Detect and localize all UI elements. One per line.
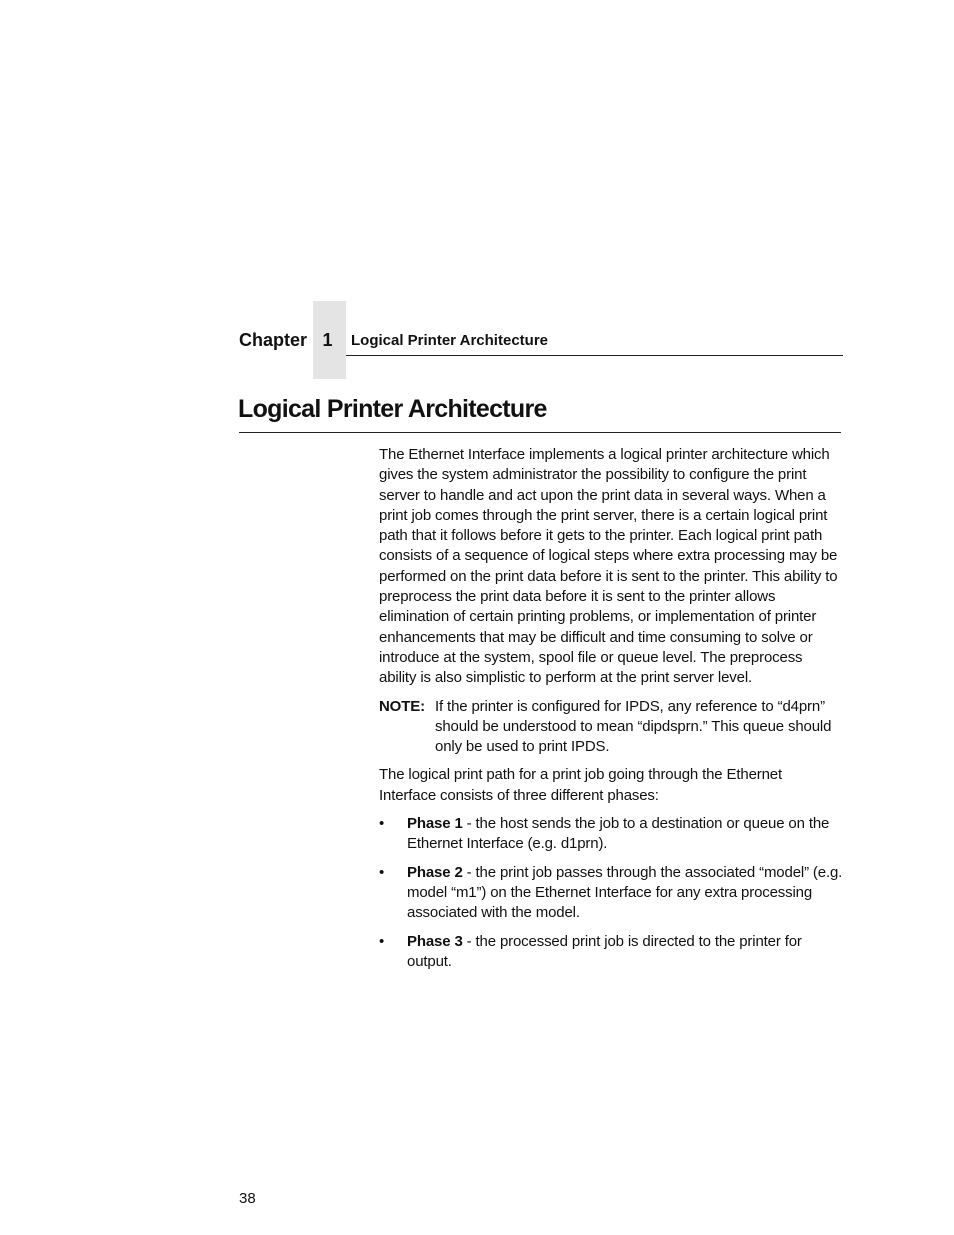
list-item-text — [407, 863, 843, 924]
list-item-text — [407, 814, 843, 855]
title-rule — [239, 432, 841, 433]
phases-intro-paragraph: The logical print path for a print job going through the Ethernet Interface consists of three different phases: — [379, 766, 783, 804]
phases-list — [379, 814, 843, 972]
note-block — [379, 697, 843, 758]
list-item-phase-3 — [379, 932, 843, 973]
note-text: If the printer is configured for IPDS, any reference to “d4prn” should be understood to mean “dipdsprn.” This queue should only be used to print IPDS. — [435, 697, 832, 756]
phase-label: Phase 3 — [407, 932, 463, 950]
bullet-icon: • — [379, 863, 385, 881]
intro-paragraph: The Ethernet Interface implements a logical printer architecture which gives the system administrator the possibility to configure the print server to handle and act upon the print data in several ways. When a print job comes through the print server, there is a certain logical print path that it follows before it gets to the printer. Each logical print path consists of a sequence of logical steps where extra processing may be performed on the print data before it is sent to the printer. This ability to preprocess the print data before it is sent to the printer allows elimination of certain printing problems, or implementation of printer enhancements that may be difficult and time consuming to solve or introduce at the system, spool file or queue level. The preprocess ability is also simplistic to perform at the print server level. — [379, 446, 838, 687]
phase-description: - the host sends the job to a destination or queue on the Ethernet Interface (e.g. d1prn). — [407, 815, 830, 853]
body-content — [379, 445, 843, 980]
list-item-phase-1 — [379, 814, 843, 855]
running-header-title: Logical Printer Architecture — [351, 332, 548, 349]
chapter-label: Chapter — [239, 330, 308, 350]
phase-description: - the print job passes through the associated “model” (e.g. model “m1”) on the Ethernet Interface for any extra processing associated with the model. — [407, 863, 843, 922]
page-title: Logical Printer Architecture — [238, 395, 547, 423]
bullet-icon: • — [379, 815, 385, 833]
phase-label: Phase 2 — [407, 863, 463, 881]
list-item-phase-2 — [379, 863, 843, 924]
header-rule — [346, 355, 843, 356]
page-number: 38 — [239, 1190, 256, 1207]
chapter-number: 1 — [322, 330, 333, 350]
list-item-text — [407, 932, 843, 973]
bullet-icon: • — [379, 932, 385, 950]
phase-description: - the processed print job is directed to the printer for output. — [407, 932, 802, 970]
phase-label: Phase 1 — [407, 815, 463, 833]
note-label: NOTE: — [379, 697, 425, 715]
